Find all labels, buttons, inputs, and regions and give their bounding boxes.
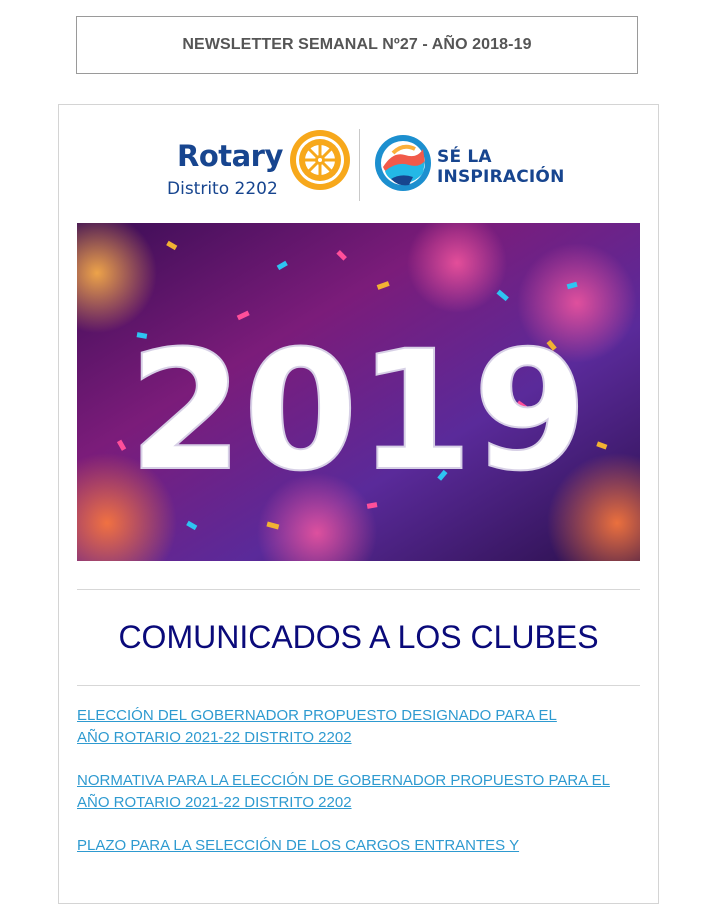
hero-year: 2019 — [128, 315, 588, 507]
inspiration-wave-icon — [373, 133, 433, 193]
divider-bottom — [77, 685, 640, 686]
rotary-wheel-icon — [287, 127, 353, 193]
theme-line-1: SÉ LA — [437, 147, 492, 167]
rotary-logo-banner — [167, 125, 565, 205]
announcement-link[interactable]: PLAZO PARA LA SELECCIÓN DE LOS CARGOS ENTRANTES Y — [77, 837, 520, 854]
newsletter-title: NEWSLETTER SEMANAL Nº27 - AÑO 2018-19 — [182, 36, 532, 53]
rotary-wordmark: Rotary — [177, 139, 283, 173]
section-title: COMUNICADOS A LOS CLUBES — [118, 619, 599, 655]
new-year-2019-banner — [77, 223, 640, 561]
newsletter-card — [58, 104, 659, 904]
theme-line-2: INSPIRACIÓN — [437, 167, 565, 187]
newsletter-header — [76, 16, 638, 74]
announcement-link[interactable]: NORMATIVA PARA LA ELECCIÓN DE GOBERNADOR PROPUESTO PARA EL AÑO ROTARIO 2021-22 DISTRITO 2202 — [77, 772, 610, 811]
announcement-link[interactable]: ELECCIÓN DEL GOBERNADOR PROPUESTO DESIGNADO PARA EL AÑO ROTARIO 2021-22 DISTRITO 2202 — [77, 707, 557, 746]
logo-divider — [359, 129, 360, 201]
announcement-links — [77, 705, 640, 878]
district-label: Distrito 2202 — [167, 179, 278, 199]
divider-top — [77, 589, 640, 590]
